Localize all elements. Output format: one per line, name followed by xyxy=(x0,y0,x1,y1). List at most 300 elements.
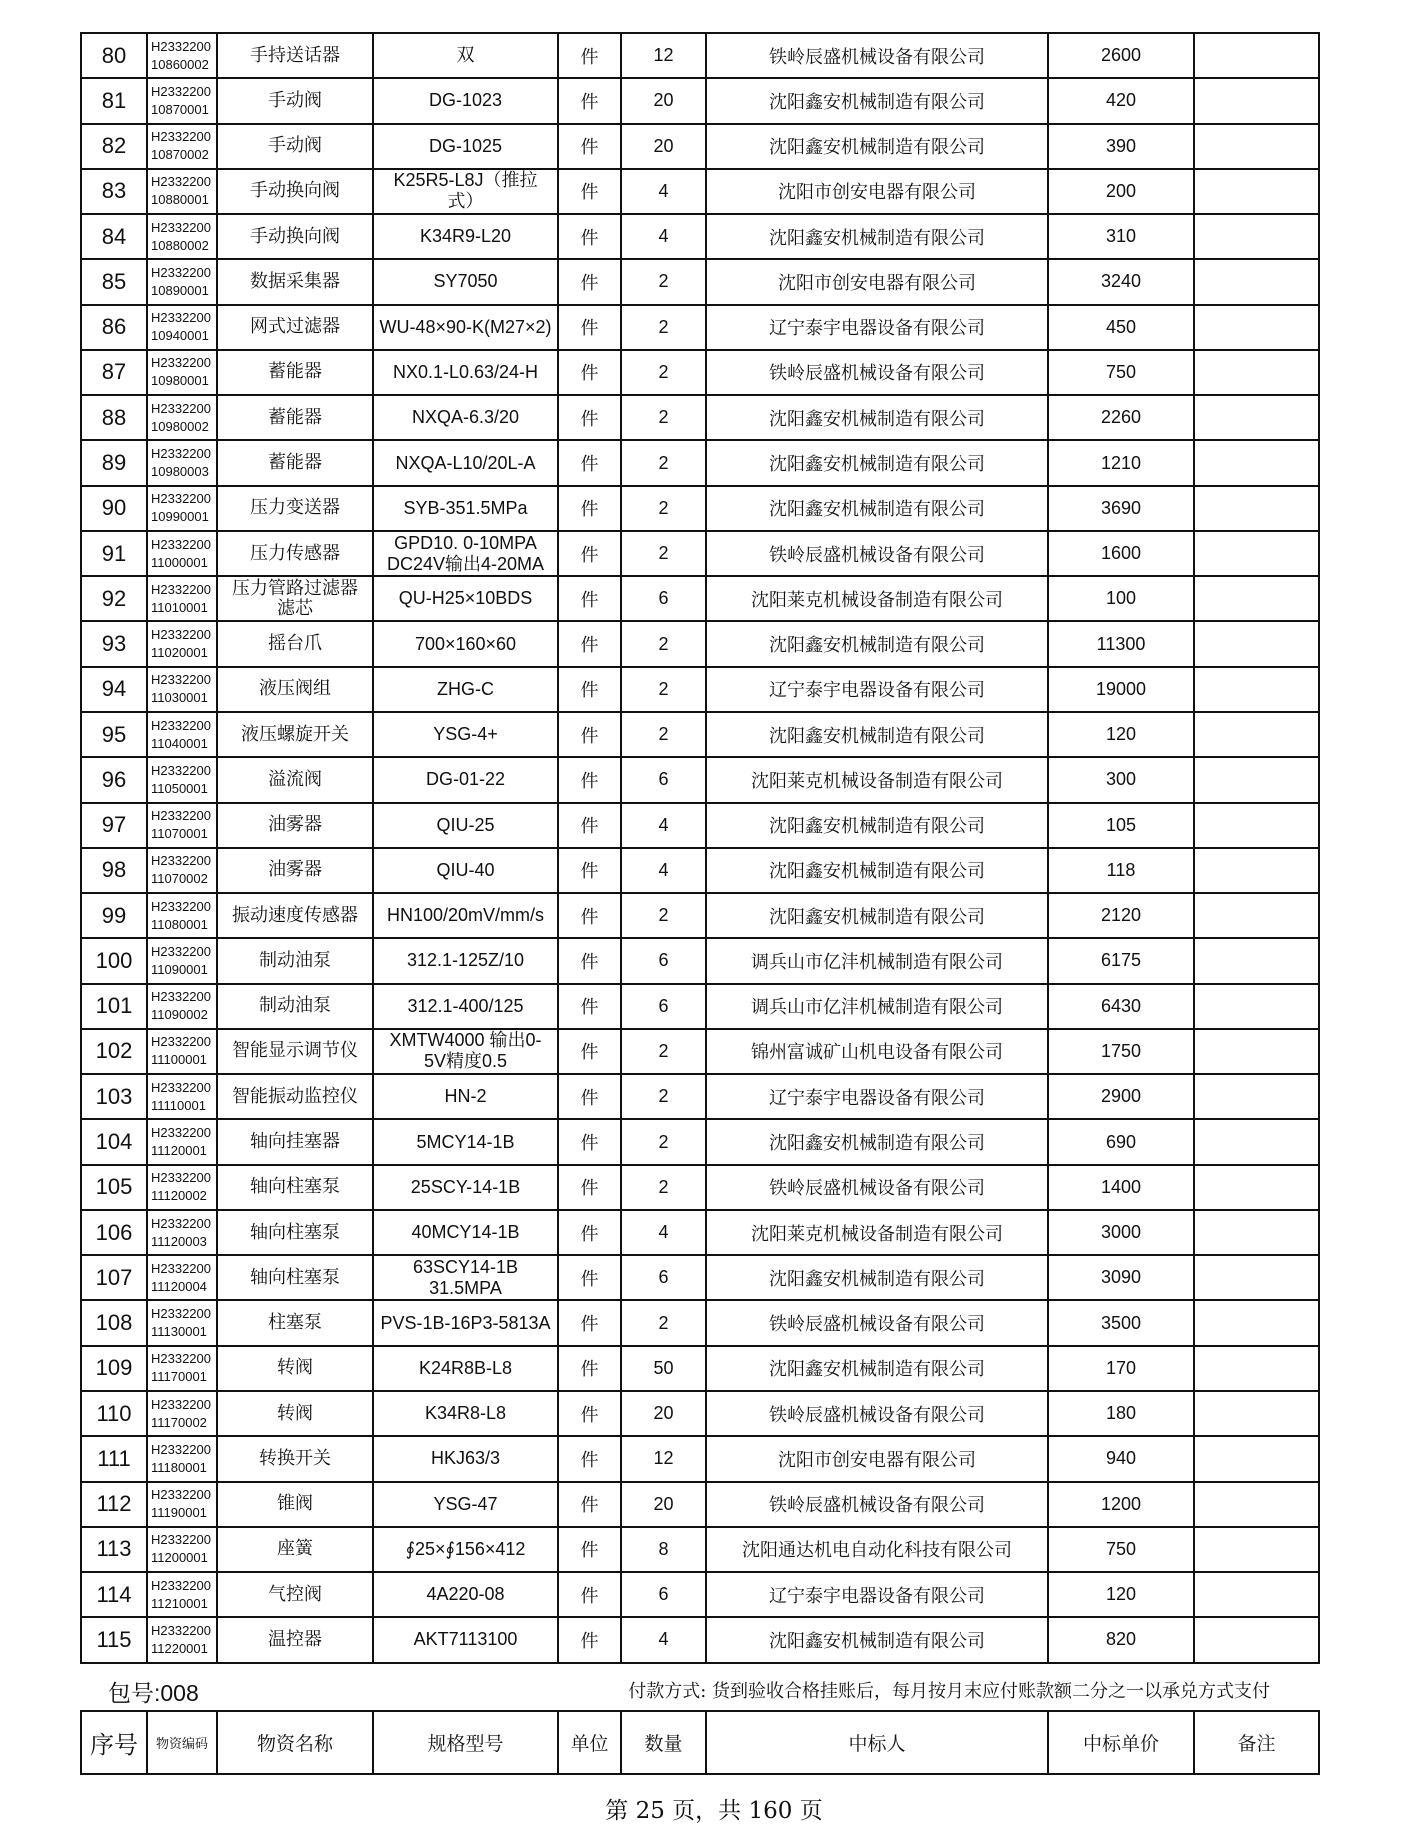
spec-model-line: AKT7113100 xyxy=(413,1629,518,1650)
spec-model-line: DC24V输出4-20MA xyxy=(386,553,545,574)
spec-model-cell xyxy=(373,667,558,712)
material-code-cell xyxy=(147,1436,217,1481)
material-code-line: H2332200 xyxy=(151,808,211,824)
winning-bidder-cell: 辽宁泰宇电器设备有限公司 xyxy=(706,667,1048,712)
quantity-cell: 4 xyxy=(621,1210,706,1255)
material-name-line: 压力传感器 xyxy=(250,542,340,564)
quantity-cell: 6 xyxy=(621,576,706,621)
table-row xyxy=(81,1119,1319,1164)
spec-model-line: YSG-47 xyxy=(433,1493,498,1514)
row-number-cell: 96 xyxy=(81,757,147,802)
header-code: 物资编码 xyxy=(147,1711,217,1774)
spec-model-cell xyxy=(373,712,558,757)
material-name-cell xyxy=(217,1617,373,1662)
table-row xyxy=(81,757,1319,802)
spec-model-cell xyxy=(373,803,558,848)
material-code-line: H2332200 xyxy=(151,853,211,869)
quantity-cell: 2 xyxy=(621,1029,706,1074)
winning-bidder-cell: 沈阳通达机电自动化科技有限公司 xyxy=(706,1527,1048,1572)
material-name-line: 转换开关 xyxy=(259,1447,331,1469)
row-number-cell: 84 xyxy=(81,214,147,259)
spec-model-cell xyxy=(373,893,558,938)
winning-bidder-cell: 沈阳鑫安机械制造有限公司 xyxy=(706,214,1048,259)
quantity-cell: 50 xyxy=(621,1346,706,1391)
material-code-line: 11000001 xyxy=(151,554,208,570)
remarks-cell xyxy=(1194,1482,1319,1527)
spec-model-cell xyxy=(373,621,558,666)
material-name-line: 转阀 xyxy=(277,1357,313,1379)
material-code-line: H2332200 xyxy=(151,446,211,462)
material-name-line: 轴向柱塞泵 xyxy=(250,1176,340,1198)
table-row xyxy=(81,1617,1319,1662)
unit-cell: 件 xyxy=(558,1165,621,1210)
spec-model-line: QU-H25×10BDS xyxy=(398,588,533,609)
unit-cell: 件 xyxy=(558,78,621,123)
spec-model-line: WU-48×90-K(M27×2) xyxy=(379,316,552,337)
spec-model-line: 4A220-08 xyxy=(426,1584,505,1605)
material-name-cell xyxy=(217,621,373,666)
spec-model-line: 式） xyxy=(447,191,484,212)
unit-price-cell: 420 xyxy=(1048,78,1194,123)
quantity-cell: 2 xyxy=(621,1300,706,1345)
material-code-cell xyxy=(147,1346,217,1391)
quantity-cell: 6 xyxy=(621,757,706,802)
material-code-line: H2332200 xyxy=(151,174,211,190)
unit-price-cell: 11300 xyxy=(1048,621,1194,666)
spec-model-line: DG-1025 xyxy=(428,135,503,156)
table-row xyxy=(81,1300,1319,1345)
spec-model-cell xyxy=(373,1436,558,1481)
remarks-cell xyxy=(1194,305,1319,350)
table-row xyxy=(81,1436,1319,1481)
material-name-cell xyxy=(217,1482,373,1527)
material-name-line: 液压阀组 xyxy=(259,678,331,700)
material-name-line: 滤芯 xyxy=(277,597,313,619)
unit-price-cell: 180 xyxy=(1048,1391,1194,1436)
unit-price-cell: 1210 xyxy=(1048,440,1194,485)
material-name-cell xyxy=(217,1165,373,1210)
row-number-cell: 111 xyxy=(81,1436,147,1481)
quantity-cell: 4 xyxy=(621,848,706,893)
material-name-line: 手动换向阀 xyxy=(250,180,340,202)
table-row xyxy=(81,395,1319,440)
material-code-line: H2332200 xyxy=(151,1170,211,1186)
unit-price-cell: 300 xyxy=(1048,757,1194,802)
material-name-cell xyxy=(217,259,373,304)
material-name-line: 转阀 xyxy=(277,1402,313,1424)
quantity-cell: 2 xyxy=(621,305,706,350)
unit-price-cell: 2600 xyxy=(1048,33,1194,78)
material-name-cell xyxy=(217,350,373,395)
unit-price-cell: 690 xyxy=(1048,1119,1194,1164)
remarks-cell xyxy=(1194,1527,1319,1572)
quantity-cell: 20 xyxy=(621,1482,706,1527)
row-number-cell: 80 xyxy=(81,33,147,78)
quantity-cell: 2 xyxy=(621,486,706,531)
spec-model-cell xyxy=(373,1119,558,1164)
spec-model-line: 5MCY14-1B xyxy=(416,1131,515,1152)
spec-model-cell xyxy=(373,1527,558,1572)
remarks-cell xyxy=(1194,1300,1319,1345)
header-qty: 数量 xyxy=(621,1711,706,1774)
material-code-line: 11100001 xyxy=(151,1052,207,1068)
unit-price-cell: 120 xyxy=(1048,712,1194,757)
material-name-line: 轴向挂塞器 xyxy=(250,1131,340,1152)
material-name-cell xyxy=(217,1346,373,1391)
winning-bidder-cell: 铁岭辰盛机械设备有限公司 xyxy=(706,1482,1048,1527)
material-code-line: 11070002 xyxy=(151,871,208,887)
row-number-cell: 81 xyxy=(81,78,147,123)
winning-bidder-cell: 沈阳鑫安机械制造有限公司 xyxy=(706,1617,1048,1662)
unit-cell: 件 xyxy=(558,667,621,712)
material-code-line: H2332200 xyxy=(151,400,211,416)
material-code-line: H2332200 xyxy=(151,1079,211,1095)
material-code-line: 11020001 xyxy=(151,645,208,661)
spec-model-line: XMTW4000 输出0- xyxy=(389,1030,542,1051)
material-name-line: 油雾器 xyxy=(268,814,322,836)
quantity-cell: 2 xyxy=(621,440,706,485)
material-code-cell xyxy=(147,984,217,1029)
material-name-cell xyxy=(217,848,373,893)
winning-bidder-cell: 沈阳鑫安机械制造有限公司 xyxy=(706,1119,1048,1164)
quantity-cell: 4 xyxy=(621,1617,706,1662)
material-code-line: 10980003 xyxy=(151,464,209,480)
material-code-cell xyxy=(147,848,217,893)
material-code-line: 10880002 xyxy=(151,237,209,253)
row-number-cell: 82 xyxy=(81,124,147,169)
spec-model-cell xyxy=(373,1074,558,1119)
quantity-cell: 2 xyxy=(621,893,706,938)
quantity-cell: 2 xyxy=(621,1119,706,1164)
winning-bidder-cell: 铁岭辰盛机械设备有限公司 xyxy=(706,1165,1048,1210)
spec-model-cell xyxy=(373,124,558,169)
table-row xyxy=(81,1074,1319,1119)
table-row xyxy=(81,1346,1319,1391)
unit-cell: 件 xyxy=(558,531,621,576)
unit-price-cell: 2900 xyxy=(1048,1074,1194,1119)
remarks-cell xyxy=(1194,1346,1319,1391)
remarks-cell xyxy=(1194,124,1319,169)
header-vendor: 中标人 xyxy=(706,1711,1048,1774)
quantity-cell: 2 xyxy=(621,712,706,757)
table-row xyxy=(81,1482,1319,1527)
quantity-cell: 6 xyxy=(621,1255,706,1300)
material-name-cell xyxy=(217,1074,373,1119)
spec-model-cell xyxy=(373,1029,558,1074)
spec-model-cell xyxy=(373,1617,558,1662)
material-code-line: 10980001 xyxy=(151,373,209,389)
material-code-line: 10980002 xyxy=(151,418,209,434)
quantity-cell: 2 xyxy=(621,395,706,440)
unit-cell: 件 xyxy=(558,259,621,304)
quantity-cell: 4 xyxy=(621,214,706,259)
unit-cell: 件 xyxy=(558,395,621,440)
quantity-cell: 2 xyxy=(621,1074,706,1119)
row-number-cell: 112 xyxy=(81,1482,147,1527)
material-code-line: H2332200 xyxy=(151,536,211,552)
table-row xyxy=(81,621,1319,666)
material-name-line: 智能振动监控仪 xyxy=(232,1085,358,1107)
remarks-cell xyxy=(1194,395,1319,440)
winning-bidder-cell: 沈阳鑫安机械制造有限公司 xyxy=(706,848,1048,893)
material-code-cell xyxy=(147,214,217,259)
unit-price-cell: 750 xyxy=(1048,1527,1194,1572)
quantity-cell: 2 xyxy=(621,259,706,304)
spec-model-line: 双 xyxy=(456,45,475,66)
remarks-cell xyxy=(1194,214,1319,259)
material-code-line: H2332200 xyxy=(151,38,211,54)
spec-model-cell xyxy=(373,350,558,395)
material-code-line: 11120003 xyxy=(151,1233,207,1249)
unit-price-cell: 100 xyxy=(1048,576,1194,621)
unit-price-cell: 170 xyxy=(1048,1346,1194,1391)
winning-bidder-cell: 沈阳鑫安机械制造有限公司 xyxy=(706,621,1048,666)
header-note: 备注 xyxy=(1194,1711,1319,1774)
unit-cell: 件 xyxy=(558,1527,621,1572)
material-code-cell xyxy=(147,531,217,576)
material-code-cell xyxy=(147,1482,217,1527)
table-row xyxy=(81,1572,1319,1617)
remarks-cell xyxy=(1194,1029,1319,1074)
winning-bidder-cell: 辽宁泰宇电器设备有限公司 xyxy=(706,305,1048,350)
material-code-line: H2332200 xyxy=(151,1351,211,1367)
material-code-line: 11170001 xyxy=(151,1369,207,1385)
header-spec: 规格型号 xyxy=(373,1711,558,1774)
material-name-cell xyxy=(217,78,373,123)
quantity-cell: 8 xyxy=(621,1527,706,1572)
unit-cell: 件 xyxy=(558,984,621,1029)
header-row xyxy=(81,1711,1319,1774)
unit-price-cell: 2260 xyxy=(1048,395,1194,440)
row-number-cell: 98 xyxy=(81,848,147,893)
unit-cell: 件 xyxy=(558,440,621,485)
winning-bidder-cell: 沈阳鑫安机械制造有限公司 xyxy=(706,803,1048,848)
material-code-line: H2332200 xyxy=(151,1622,211,1638)
spec-model-line: GPD10. 0-10MPA xyxy=(394,532,537,553)
header-unit: 单位 xyxy=(558,1711,621,1774)
spec-model-line: NXQA-6.3/20 xyxy=(411,407,520,428)
quantity-cell: 2 xyxy=(621,621,706,666)
material-code-cell xyxy=(147,305,217,350)
unit-price-cell: 820 xyxy=(1048,1617,1194,1662)
material-code-cell xyxy=(147,440,217,485)
unit-cell: 件 xyxy=(558,938,621,983)
winning-bidder-cell: 辽宁泰宇电器设备有限公司 xyxy=(706,1074,1048,1119)
remarks-cell xyxy=(1194,1572,1319,1617)
unit-price-cell: 1400 xyxy=(1048,1165,1194,1210)
quantity-cell: 20 xyxy=(621,124,706,169)
material-code-line: 10860002 xyxy=(151,56,209,72)
spec-model-cell xyxy=(373,1346,558,1391)
spec-model-line: YSG-4+ xyxy=(433,724,498,745)
winning-bidder-cell: 沈阳市创安电器有限公司 xyxy=(706,1436,1048,1481)
remarks-cell xyxy=(1194,1617,1319,1662)
row-number-cell: 106 xyxy=(81,1210,147,1255)
material-code-line: 10880001 xyxy=(151,192,209,208)
unit-price-cell: 3000 xyxy=(1048,1210,1194,1255)
material-code-line: H2332200 xyxy=(151,1034,211,1050)
material-name-cell xyxy=(217,1255,373,1300)
material-name-cell xyxy=(217,1300,373,1345)
material-code-line: 11120002 xyxy=(151,1188,207,1204)
unit-cell: 件 xyxy=(558,486,621,531)
spec-model-cell xyxy=(373,169,558,214)
material-code-line: 11190001 xyxy=(151,1505,207,1521)
row-number-cell: 99 xyxy=(81,893,147,938)
material-code-cell xyxy=(147,1210,217,1255)
remarks-cell xyxy=(1194,1255,1319,1300)
spec-model-cell xyxy=(373,757,558,802)
material-name-line: 压力变送器 xyxy=(250,497,340,519)
material-code-line: H2332200 xyxy=(151,491,211,507)
material-name-line: 振动速度传感器 xyxy=(232,904,358,926)
material-name-line: 网式过滤器 xyxy=(250,316,340,338)
spec-model-cell xyxy=(373,1210,558,1255)
unit-cell: 件 xyxy=(558,1210,621,1255)
unit-price-cell: 6430 xyxy=(1048,984,1194,1029)
winning-bidder-cell: 沈阳鑫安机械制造有限公司 xyxy=(706,1255,1048,1300)
unit-cell: 件 xyxy=(558,576,621,621)
material-name-cell xyxy=(217,667,373,712)
remarks-cell xyxy=(1194,259,1319,304)
material-code-line: H2332200 xyxy=(151,1260,211,1276)
winning-bidder-cell: 锦州富诚矿山机电设备有限公司 xyxy=(706,1029,1048,1074)
unit-price-cell: 3240 xyxy=(1048,259,1194,304)
material-code-line: H2332200 xyxy=(151,355,211,371)
material-code-line: H2332200 xyxy=(151,1487,211,1503)
row-number-cell: 109 xyxy=(81,1346,147,1391)
unit-price-cell: 118 xyxy=(1048,848,1194,893)
winning-bidder-cell: 铁岭辰盛机械设备有限公司 xyxy=(706,531,1048,576)
table-row xyxy=(81,531,1319,576)
material-name-cell xyxy=(217,395,373,440)
material-code-cell xyxy=(147,938,217,983)
remarks-cell xyxy=(1194,440,1319,485)
table-row xyxy=(81,350,1319,395)
winning-bidder-cell: 沈阳鑫安机械制造有限公司 xyxy=(706,440,1048,485)
material-name-line: 手动换向阀 xyxy=(250,225,340,247)
quantity-cell: 2 xyxy=(621,531,706,576)
table-row xyxy=(81,1165,1319,1210)
unit-cell: 件 xyxy=(558,848,621,893)
material-code-cell xyxy=(147,1572,217,1617)
winning-bidder-cell: 沈阳鑫安机械制造有限公司 xyxy=(706,1346,1048,1391)
spec-model-line: 25SCY-14-1B xyxy=(410,1176,521,1197)
material-code-line: 11070001 xyxy=(151,826,208,842)
quantity-cell: 4 xyxy=(621,169,706,214)
material-code-cell xyxy=(147,486,217,531)
unit-cell: 件 xyxy=(558,124,621,169)
spec-model-line: ZHG-C xyxy=(437,678,494,699)
material-code-line: H2332200 xyxy=(151,1125,211,1140)
material-name-line: 制动油泵 xyxy=(259,949,331,971)
unit-price-cell: 1600 xyxy=(1048,531,1194,576)
material-name-cell xyxy=(217,169,373,214)
table-row xyxy=(81,124,1319,169)
material-code-line: 11080001 xyxy=(151,916,208,932)
material-code-cell xyxy=(147,78,217,123)
table-row xyxy=(81,33,1319,78)
unit-cell: 件 xyxy=(558,1074,621,1119)
material-name-line: 数据采集器 xyxy=(250,270,340,292)
material-code-line: H2332200 xyxy=(151,672,211,688)
row-number-cell: 104 xyxy=(81,1119,147,1164)
winning-bidder-cell: 铁岭辰盛机械设备有限公司 xyxy=(706,33,1048,78)
row-number-cell: 95 xyxy=(81,712,147,757)
winning-bidder-cell: 沈阳莱克机械设备制造有限公司 xyxy=(706,1210,1048,1255)
winning-bidder-cell: 铁岭辰盛机械设备有限公司 xyxy=(706,350,1048,395)
unit-cell: 件 xyxy=(558,1346,621,1391)
spec-model-line: HKJ63/3 xyxy=(430,1448,501,1469)
quantity-cell: 6 xyxy=(621,984,706,1029)
material-code-line: H2332200 xyxy=(151,1577,211,1593)
material-code-line: H2332200 xyxy=(151,1306,211,1322)
spec-model-line: DG-01-22 xyxy=(425,769,506,790)
row-number-cell: 94 xyxy=(81,667,147,712)
table-row xyxy=(81,214,1319,259)
unit-cell: 件 xyxy=(558,33,621,78)
material-code-cell xyxy=(147,259,217,304)
spec-model-line: QIU-25 xyxy=(436,814,495,835)
quantity-cell: 12 xyxy=(621,33,706,78)
material-name-cell xyxy=(217,440,373,485)
table-row xyxy=(81,576,1319,621)
spec-model-line: NXQA-L10/20L-A xyxy=(395,452,536,473)
material-name-line: 气控阀 xyxy=(268,1583,322,1605)
row-number-cell: 105 xyxy=(81,1165,147,1210)
unit-cell: 件 xyxy=(558,1617,621,1662)
table-row xyxy=(81,938,1319,983)
row-number-cell: 89 xyxy=(81,440,147,485)
spec-model-line: SY7050 xyxy=(433,271,498,292)
material-code-line: 11120001 xyxy=(151,1143,207,1158)
material-code-cell xyxy=(147,1300,217,1345)
row-number-cell: 92 xyxy=(81,576,147,621)
remarks-cell xyxy=(1194,486,1319,531)
material-name-cell xyxy=(217,531,373,576)
row-number-cell: 108 xyxy=(81,1300,147,1345)
remarks-cell xyxy=(1194,803,1319,848)
remarks-cell xyxy=(1194,1165,1319,1210)
material-code-line: H2332200 xyxy=(151,943,211,959)
remarks-cell xyxy=(1194,33,1319,78)
material-code-line: H2332200 xyxy=(151,989,211,1005)
row-number-cell: 100 xyxy=(81,938,147,983)
material-code-cell xyxy=(147,1527,217,1572)
quantity-cell: 2 xyxy=(621,667,706,712)
material-name-line: 手持送话器 xyxy=(250,44,340,66)
table-row xyxy=(81,1527,1319,1572)
material-code-line: 11170002 xyxy=(151,1414,207,1430)
material-code-line: H2332200 xyxy=(151,762,211,778)
material-name-cell xyxy=(217,712,373,757)
material-code-cell xyxy=(147,1029,217,1074)
spec-model-line: K24R8B-L8 xyxy=(418,1357,513,1378)
material-name-cell xyxy=(217,893,373,938)
spec-model-cell xyxy=(373,1391,558,1436)
material-name-line: 智能显示调节仪 xyxy=(232,1040,358,1062)
spec-model-line: 31.5MPA xyxy=(429,1277,502,1298)
spec-model-cell xyxy=(373,78,558,123)
winning-bidder-cell: 铁岭辰盛机械设备有限公司 xyxy=(706,1391,1048,1436)
unit-price-cell: 105 xyxy=(1048,803,1194,848)
material-name-line: 蓄能器 xyxy=(268,406,322,428)
material-code-cell xyxy=(147,1119,217,1164)
spec-model-line: SYB-351.5MPa xyxy=(403,497,528,518)
material-name-line: 溢流阀 xyxy=(268,768,322,790)
table-row xyxy=(81,305,1319,350)
header-no: 序号 xyxy=(81,1711,147,1774)
